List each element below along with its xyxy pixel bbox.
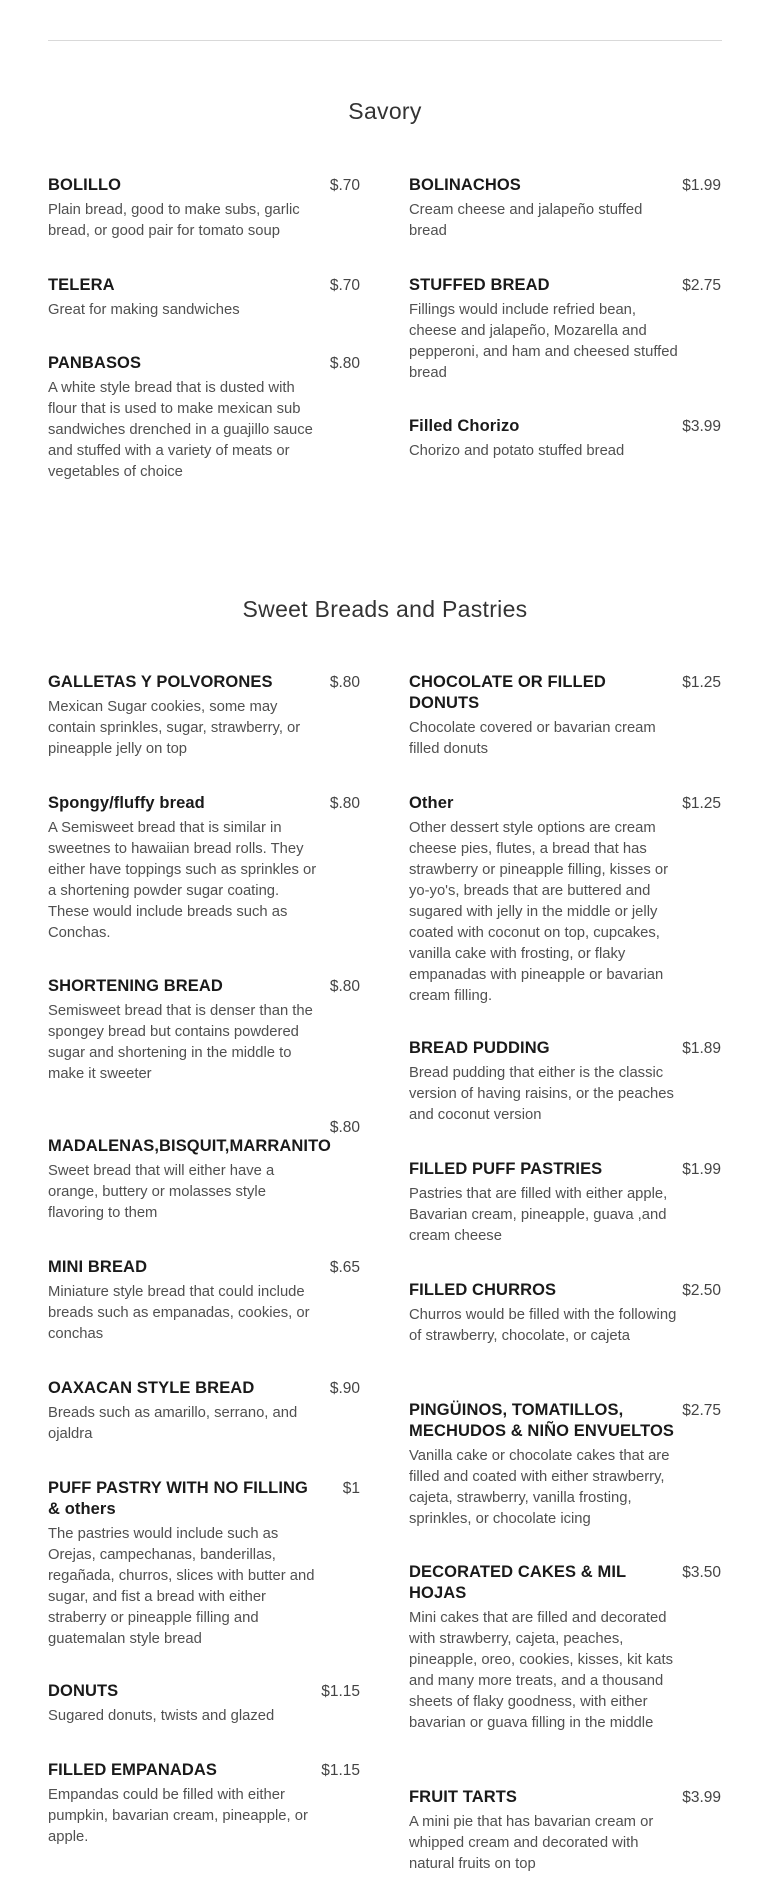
item-price: $1.15 xyxy=(321,1683,360,1700)
item-name: FILLED CHURROS xyxy=(409,1281,557,1299)
item-name: DECORATED CAKES & MIL HOJAS xyxy=(409,1563,626,1602)
item-name: DONUTS xyxy=(48,1682,119,1700)
menu-item xyxy=(409,175,721,242)
item-description: A white style bread that is dusted with flour that is used to make mexican sub sandwiches drenched in a guajillo sauce and stuffed with a variety of meats or vegetables of choice xyxy=(48,380,313,480)
item-name: BOLINACHOS xyxy=(409,176,521,194)
item-description: Plain bread, good to make subs, garlic bread, or good pair for tomato soup xyxy=(48,202,300,239)
item-price: $2.75 xyxy=(682,1402,721,1419)
menu-item xyxy=(409,275,721,384)
item-name: MADALENAS,BISQUIT,MARRANITO xyxy=(48,1137,331,1155)
menu-item xyxy=(48,353,360,483)
item-price: $.70 xyxy=(329,177,360,194)
menu-item xyxy=(409,793,721,1007)
item-price: $1 xyxy=(342,1480,360,1497)
item-description: Great for making sandwiches xyxy=(48,302,240,318)
item-price: $.70 xyxy=(329,277,360,294)
item-name: PUFF PASTRY WITH NO FILLING & others xyxy=(48,1479,308,1518)
item-name: GALLETAS Y POLVORONES xyxy=(48,673,273,691)
item-price: $1.25 xyxy=(682,674,721,691)
item-price: $.80 xyxy=(329,1119,360,1136)
menu-item xyxy=(48,976,360,1085)
item-description: Mini cakes that are filled and decorated with strawberry, cajeta, peaches, pineapple, oreo, cookies, kisses, kit kats and many more treats, and a thousand sheets of flaky goodness, with either bavarian or guava filling in the middle xyxy=(409,1610,674,1731)
menu-item xyxy=(409,1280,721,1347)
item-description: Semisweet bread that is denser than the spongey bread but contains powdered sugar and shortening in the middle to make it sweeter xyxy=(48,1003,313,1082)
item-description: Chorizo and potato stuffed bread xyxy=(409,443,625,459)
menu-item xyxy=(48,175,360,242)
item-description: A Semisweet bread that is similar in sweetnes to hawaiian bread rolls. They either have toppings such as sprinkles or a shortening powder sugar coating. These would include breads such as Conchas. xyxy=(48,820,317,941)
item-price: $.65 xyxy=(329,1259,360,1276)
menu-item xyxy=(48,1478,360,1650)
item-price: $1.99 xyxy=(682,177,721,194)
item-description: Chocolate covered or bavarian cream filled donuts xyxy=(409,720,656,757)
item-name: PANBASOS xyxy=(48,354,142,372)
item-price: $.80 xyxy=(329,674,360,691)
item-price: $.80 xyxy=(329,978,360,995)
item-description: Cream cheese and jalapeño stuffed bread xyxy=(409,202,643,239)
menu-item xyxy=(48,1760,360,1848)
item-name: SHORTENING BREAD xyxy=(48,977,223,995)
item-name: BOLILLO xyxy=(48,176,122,194)
item-name: OAXACAN STYLE BREAD xyxy=(48,1379,255,1397)
item-name: FILLED EMPANADAS xyxy=(48,1761,218,1779)
menu-item xyxy=(48,1378,360,1445)
menu-item xyxy=(409,672,721,760)
item-price: $3.99 xyxy=(682,1789,721,1806)
item-description: Miniature style bread that could include breads such as empanadas, cookies, or conchas xyxy=(48,1284,310,1342)
item-description: Other dessert style options are cream cheese pies, flutes, a bread that has strawberry or pineapple filling, kisses or yo-yo's, breads that are buttered and sugared with jelly in the middle or jelly coated with coconut on top, cupcakes, vanilla cake with frosting, or flaky empanadas with pineapple or bavarian cream filling. xyxy=(409,820,669,1004)
item-description: Sugared donuts, twists and glazed xyxy=(48,1708,275,1724)
item-price: $.90 xyxy=(329,1380,360,1397)
item-price: $3.50 xyxy=(682,1564,721,1581)
item-price: $2.50 xyxy=(682,1282,721,1299)
item-name: Other xyxy=(409,794,454,812)
menu-item xyxy=(48,1119,368,1224)
item-name: Filled Chorizo xyxy=(409,417,520,435)
item-description: Sweet bread that will either have a orange, buttery or molasses style flavoring to them xyxy=(48,1163,275,1221)
menu-item xyxy=(409,416,721,462)
item-name: MINI BREAD xyxy=(48,1258,148,1276)
menu-item xyxy=(409,1787,721,1875)
item-price: $1.89 xyxy=(682,1040,721,1057)
item-description: Churros would be filled with the following of strawberry, chocolate, or cajeta xyxy=(409,1307,677,1344)
item-name: STUFFED BREAD xyxy=(409,276,550,294)
section-title-savory: Savory xyxy=(348,98,422,124)
item-description: The pastries would include such as Orejas, campechanas, banderillas, regañada, churros, slices with butter and sugar, and fist a bread with either straberry or pineapple filling and guatemalan style bread xyxy=(48,1526,315,1647)
item-name: BREAD PUDDING xyxy=(409,1039,550,1057)
item-price: $3.99 xyxy=(682,418,721,435)
item-description: A mini pie that has bavarian cream or whipped cream and decorated with natural fruits on top xyxy=(409,1814,654,1872)
item-description: Breads such as amarillo, serrano, and ojaldra xyxy=(48,1405,298,1442)
item-name: PINGÜINOS, TOMATILLOS, MECHUDOS & NIÑO ENVUELTOS xyxy=(409,1401,674,1440)
item-price: $1.99 xyxy=(682,1161,721,1178)
menu-item xyxy=(48,275,360,321)
menu-item xyxy=(48,1681,360,1727)
item-description: Vanilla cake or chocolate cakes that are filled and coated with either strawberry, cajeta, strawberry, vanilla frosting, sprinkles, or chocolate icing xyxy=(409,1448,670,1527)
top-divider xyxy=(48,40,722,41)
item-description: Empandas could be filled with either pumpkin, bavarian cream, pineapple, or apple. xyxy=(48,1787,308,1845)
item-name: FILLED PUFF PASTRIES xyxy=(409,1160,603,1178)
section-title-sweet: Sweet Breads and Pastries xyxy=(242,596,528,622)
menu-item xyxy=(409,1159,721,1247)
item-price: $1.25 xyxy=(682,795,721,812)
item-price: $.80 xyxy=(329,795,360,812)
item-name: Spongy/fluffy bread xyxy=(48,794,205,812)
item-description: Fillings would include refried bean, cheese and jalapeño, Mozarella and pepperoni, and ham and cheesed stuffed bread xyxy=(409,302,678,381)
item-price: $.80 xyxy=(329,355,360,372)
menu-item xyxy=(409,1562,721,1734)
menu-item xyxy=(48,793,360,944)
item-price: $1.15 xyxy=(321,1762,360,1779)
item-name: FRUIT TARTS xyxy=(409,1788,518,1806)
item-description: Bread pudding that either is the classic version of having raisins, or the peaches and coconut version xyxy=(409,1065,674,1123)
menu-item xyxy=(409,1400,721,1530)
item-name: TELERA xyxy=(48,276,115,294)
item-name: CHOCOLATE OR FILLED DONUTS xyxy=(409,673,606,712)
menu-item xyxy=(409,1038,721,1126)
menu-item xyxy=(48,672,360,760)
item-price: $2.75 xyxy=(682,277,721,294)
item-description: Mexican Sugar cookies, some may contain sprinkles, sugar, strawberry, or pineapple jelly on top xyxy=(48,699,301,757)
menu-item xyxy=(48,1257,360,1345)
item-description: Pastries that are filled with either apple, Bavarian cream, pineapple, guava ,and cream cheese xyxy=(409,1186,668,1244)
